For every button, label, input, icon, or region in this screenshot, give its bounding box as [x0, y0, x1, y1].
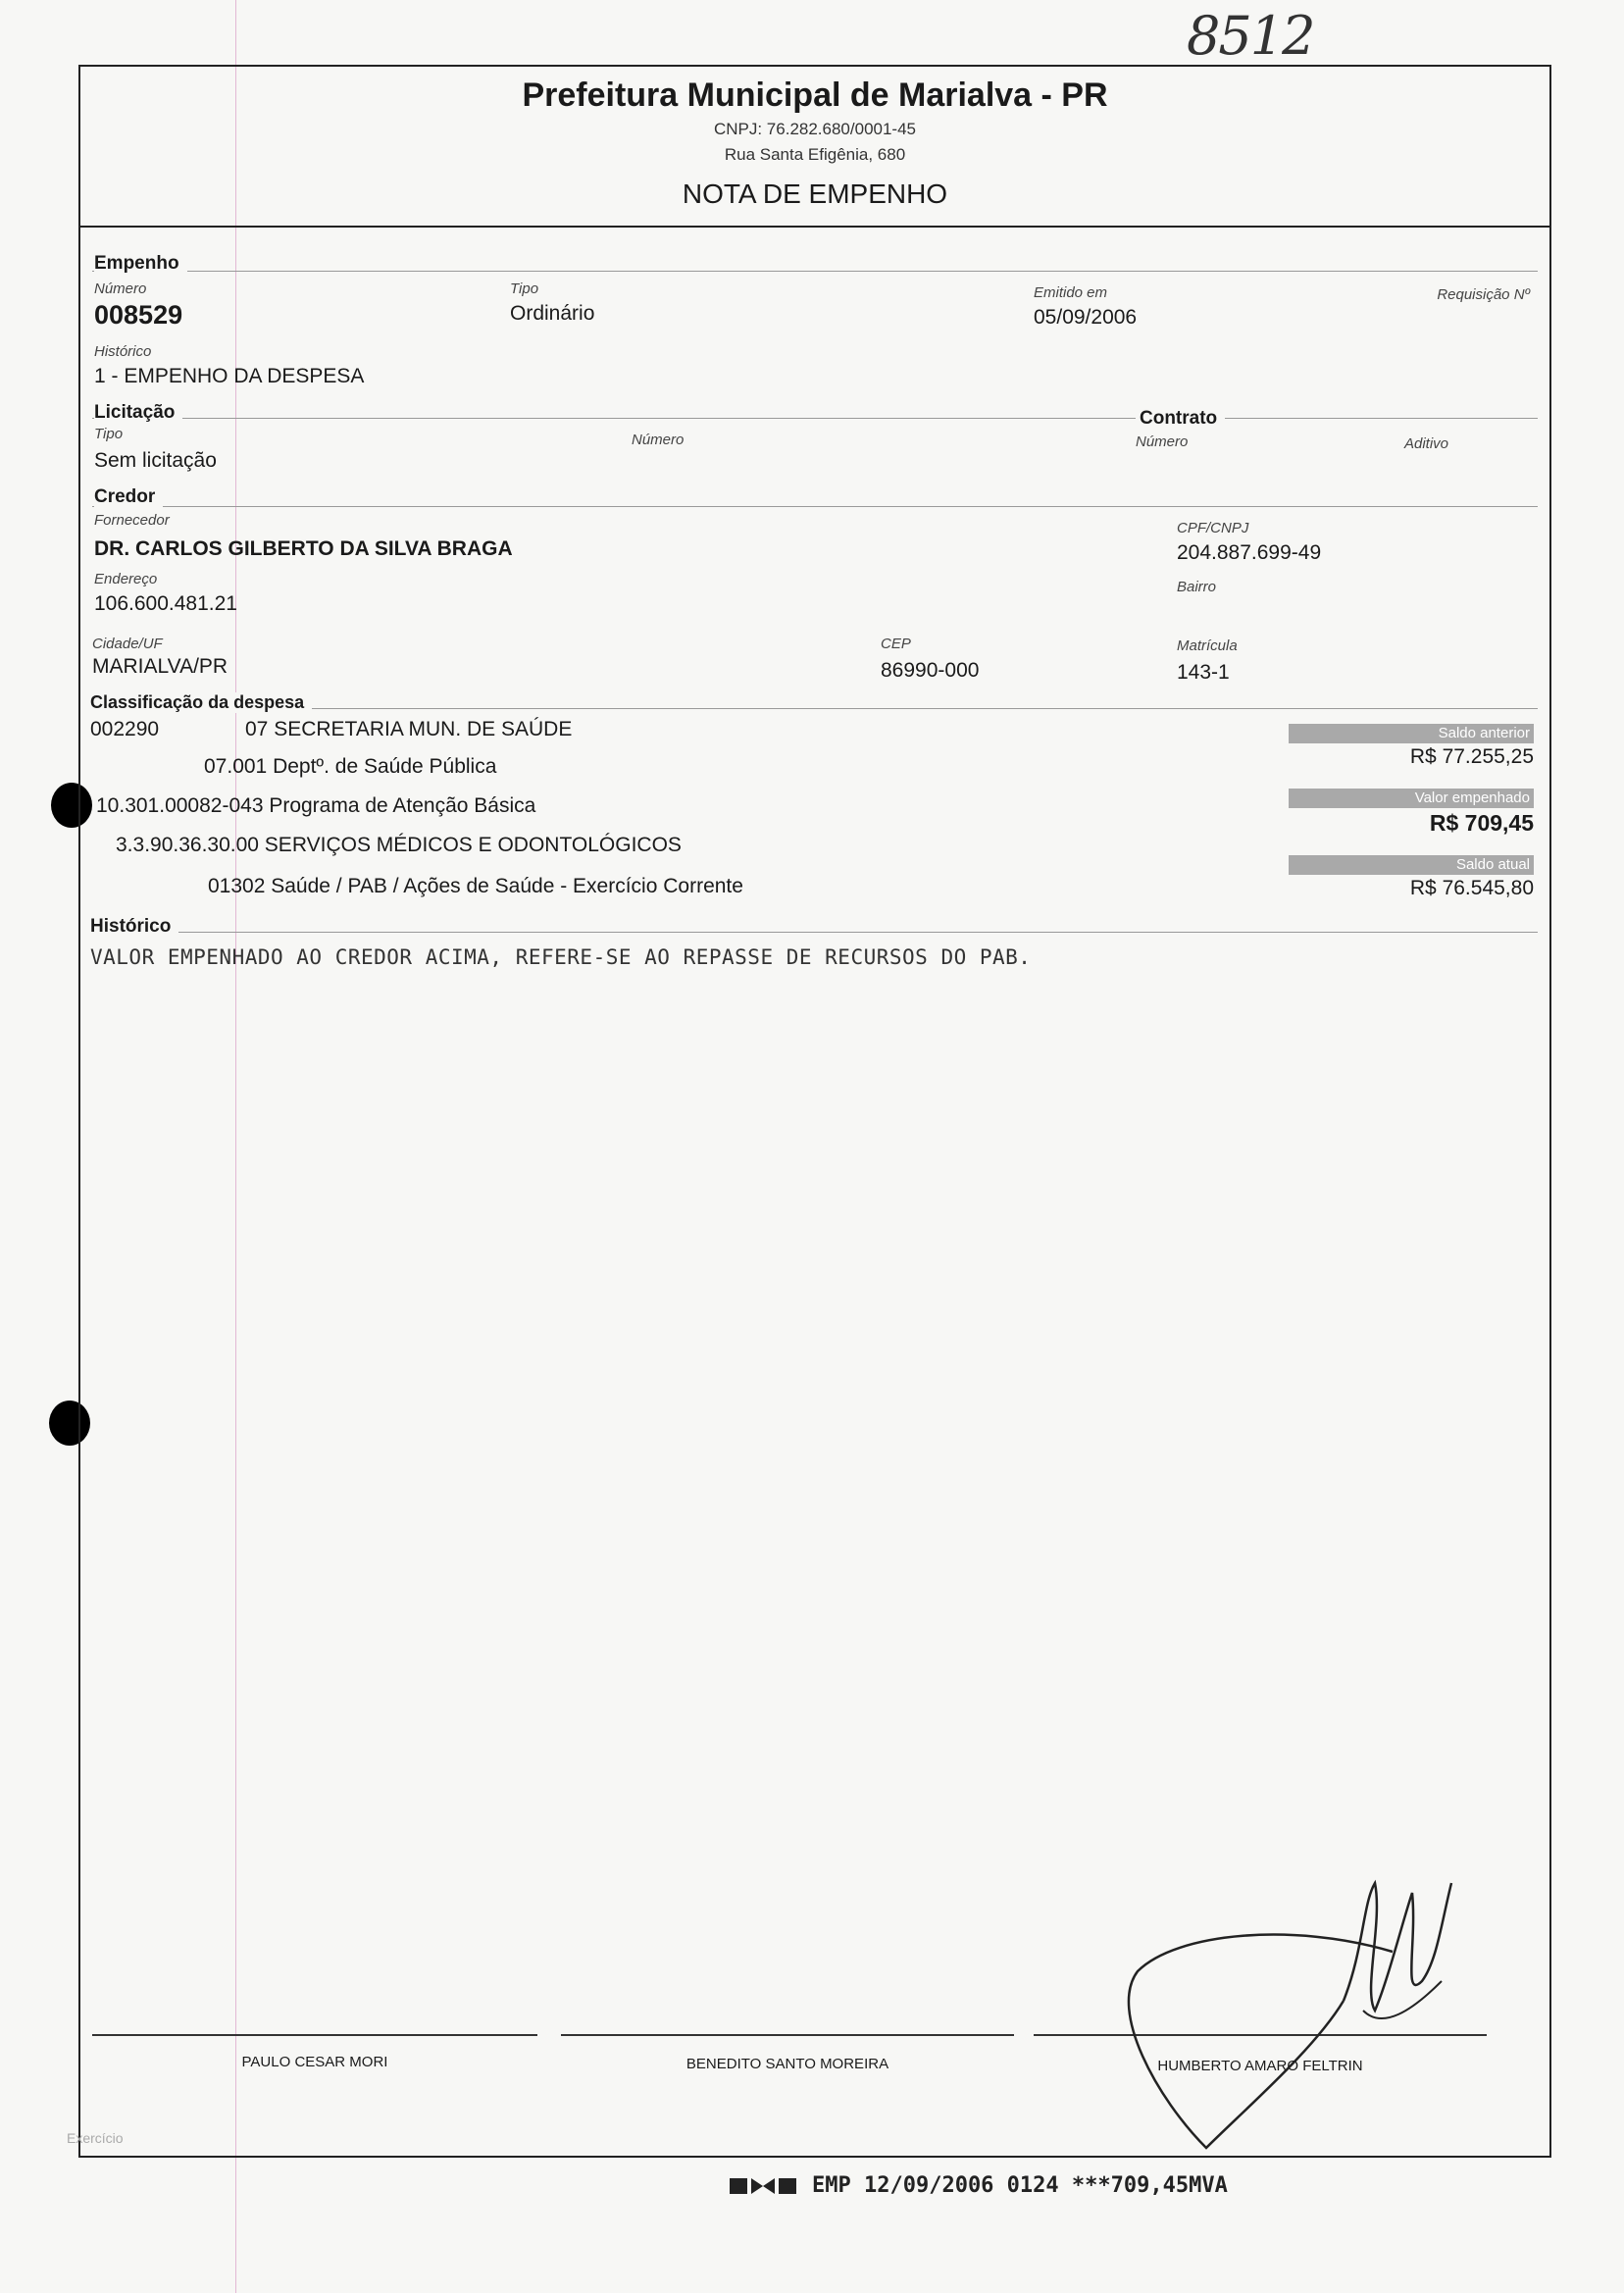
- contrato-numero-label: Número: [1136, 433, 1189, 450]
- section-classificacao: Classificação da despesa: [90, 692, 312, 713]
- bairro-label: Bairro: [1177, 579, 1217, 595]
- endereco-value: 106.600.481.21: [94, 592, 237, 615]
- elemento-line: 3.3.90.36.30.00 SERVIÇOS MÉDICOS E ODONTOLÓGICOS: [116, 834, 682, 856]
- saldo-anterior-label: Saldo anterior: [1289, 724, 1534, 743]
- valor-empenhado-label: Valor empenhado: [1289, 789, 1534, 808]
- saldo-atual-value: R$ 76.545,80: [1409, 877, 1534, 899]
- fornecedor-label: Fornecedor: [94, 512, 170, 529]
- org-address: Rua Santa Efigênia, 680: [724, 145, 906, 164]
- org-cnpj: CNPJ: 76.282.680/0001-45: [713, 120, 917, 138]
- cidade-label: Cidade/UF: [92, 636, 163, 652]
- cpf-value: 204.887.699-49: [1177, 541, 1322, 564]
- cidade-value: MARIALVA/PR: [92, 655, 228, 678]
- section-rule: [92, 506, 1538, 507]
- matricula-value: 143-1: [1177, 661, 1230, 684]
- doc-title: NOTA DE EMPENHO: [682, 178, 948, 209]
- signature-name-3: HUMBERTO AMARO FELTRIN: [1157, 2058, 1363, 2074]
- cep-label: CEP: [881, 636, 911, 652]
- fonte-line: 01302 Saúde / PAB / Ações de Saúde - Exercício Corrente: [208, 875, 743, 897]
- section-contrato: Contrato: [1136, 408, 1225, 430]
- signature-line: [561, 2034, 1014, 2036]
- faded-stamp: Exercício: [67, 2130, 124, 2146]
- contrato-aditivo-label: Aditivo: [1404, 435, 1449, 452]
- endereco-label: Endereço: [94, 571, 158, 587]
- licitacao-numero-label: Número: [632, 432, 685, 448]
- signature-name-1: PAULO CESAR MORI: [241, 2054, 388, 2070]
- section-licitacao: Licitação: [94, 402, 182, 424]
- printer-mark-icon: [730, 2175, 796, 2197]
- valor-empenhado-value: R$ 709,45: [1429, 810, 1534, 836]
- historico-text: VALOR EMPENHADO AO CREDOR ACIMA, REFERE-SE AO REPASSE DE RECURSOS DO PAB.: [90, 945, 1032, 969]
- signature-name-2: BENEDITO SANTO MOREIRA: [685, 2056, 889, 2072]
- emitido-label: Emitido em: [1034, 284, 1108, 301]
- section-empenho: Empenho: [94, 253, 187, 275]
- section-historico: Histórico: [90, 916, 178, 938]
- matricula-label: Matrícula: [1177, 637, 1238, 654]
- empenho-tipo-label: Tipo: [510, 280, 539, 297]
- section-rule: [92, 932, 1538, 933]
- dotacao-code: 002290: [90, 718, 160, 740]
- requisicao-label: Requisição Nº: [1437, 286, 1530, 303]
- section-credor: Credor: [94, 486, 163, 508]
- footer-print-code: EMP 12/09/2006 0124 ***709,45MVA: [812, 2173, 1228, 2198]
- empenho-numero: 008529: [94, 300, 183, 330]
- handwritten-signature: [1118, 1863, 1491, 2158]
- saldo-anterior-value: R$ 77.255,25: [1409, 745, 1534, 768]
- handwritten-page-number: 8512: [1187, 5, 1314, 67]
- empenho-numero-label: Número: [94, 280, 147, 297]
- programa-line: 10.301.00082-043 Programa de Atenção Básica: [96, 794, 536, 817]
- orgao-line: 07 SECRETARIA MUN. DE SAÚDE: [245, 718, 573, 740]
- empenho-historico-label: Histórico: [94, 343, 152, 360]
- unidade-line: 07.001 Deptº. de Saúde Pública: [204, 755, 497, 778]
- signature-line: [92, 2034, 537, 2036]
- saldo-atual-label: Saldo atual: [1289, 855, 1534, 875]
- cpf-label: CPF/CNPJ: [1177, 520, 1249, 536]
- section-rule: [92, 271, 1538, 272]
- org-title: Prefeitura Municipal de Marialva - PR: [522, 76, 1108, 114]
- section-rule: [92, 418, 1538, 419]
- cep-value: 86990-000: [881, 659, 980, 682]
- empenho-tipo: Ordinário: [510, 302, 595, 325]
- header-divider: [78, 226, 1551, 228]
- empenho-historico: 1 - EMPENHO DA DESPESA: [94, 365, 365, 387]
- fornecedor-name: DR. CARLOS GILBERTO DA SILVA BRAGA: [94, 537, 513, 560]
- licitacao-tipo: Sem licitação: [94, 449, 217, 472]
- licitacao-tipo-label: Tipo: [94, 426, 124, 442]
- emitido-date: 05/09/2006: [1034, 306, 1138, 329]
